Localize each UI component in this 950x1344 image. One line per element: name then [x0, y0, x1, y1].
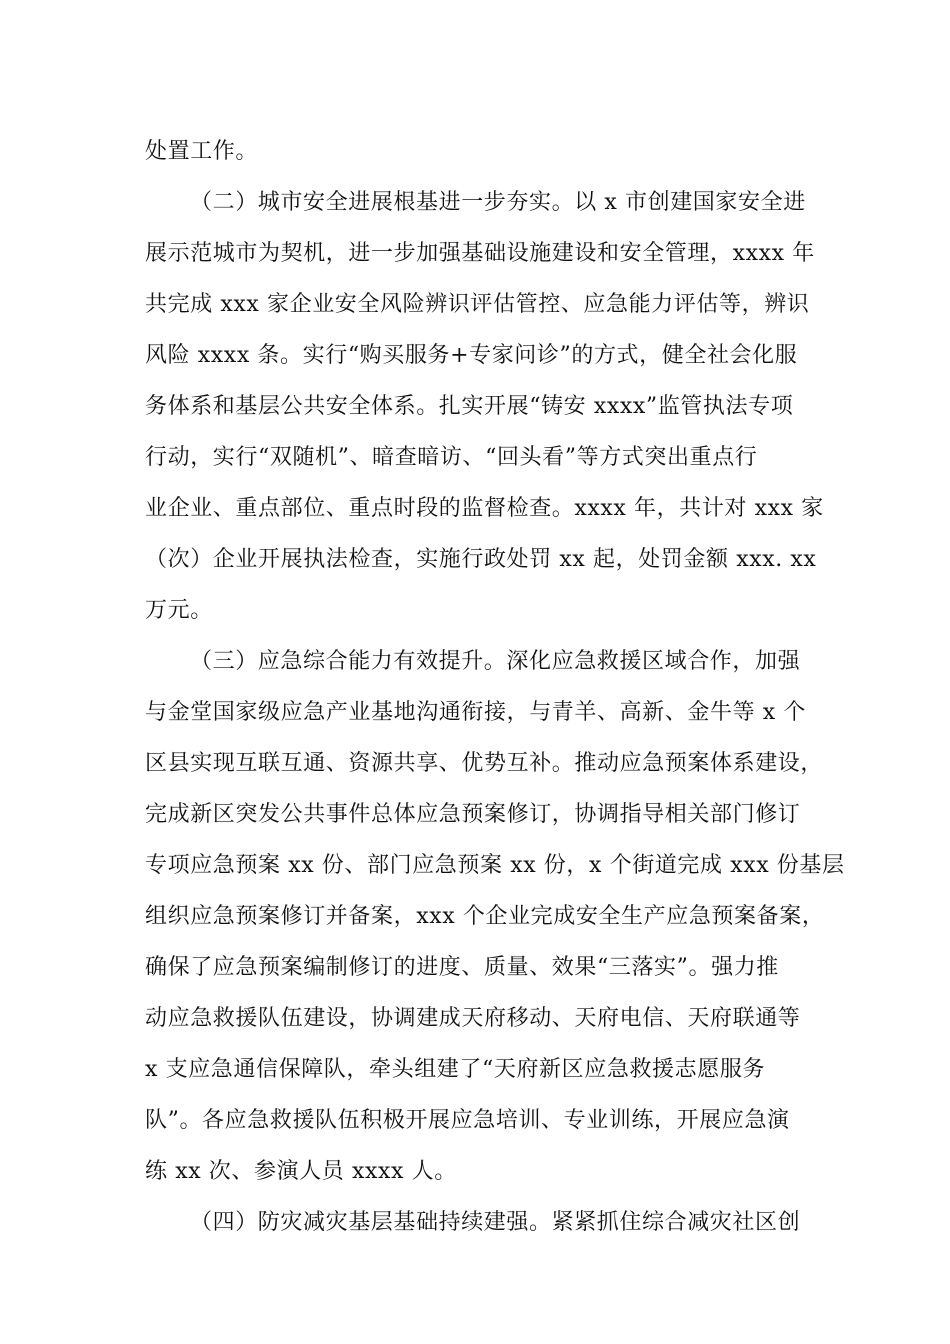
section-two-heading-line: （二）城市安全进展根基进一步夯实。以 x 市创建国家安全进: [190, 190, 806, 215]
text-line: 队”。各应急救援队伍积极开展应急培训、专业训练，开展应急演: [145, 1108, 790, 1133]
text-line: 行动，实行“双随机”、暗查暗访、“回头看”等方式突出重点行: [145, 445, 758, 470]
text-line: 专项应急预案 xx 份、部门应急预案 xx 份，x 个街道完成 xxx 份基层: [145, 853, 845, 878]
text-line: 确保了应急预案编制修订的进度、质量、效果“三落实”。强力推: [145, 955, 779, 980]
text-line: 处置工作。: [145, 139, 259, 164]
text-line: x 支应急通信保障队，牵头组建了“天府新区应急救援志愿服务: [145, 1057, 766, 1082]
text-line: 动应急救援队伍建设，协调建成天府移动、天府电信、天府联通等: [145, 1006, 801, 1031]
text-line: 万元。: [145, 598, 213, 623]
section-four-heading-line: （四）防灾减灾基层基础持续建强。紧紧抓住综合减灾社区创: [190, 1210, 801, 1235]
text-line: 展示范城市为契机，进一步加强基础设施建设和安全管理，xxxx 年: [145, 241, 815, 266]
text-line: （次）企业开展执法检查，实施行政处罚 xx 起，处罚金额 xxx. xx: [145, 547, 817, 572]
text-line: 业企业、重点部位、重点时段的监督检查。xxxx 年，共计对 xxx 家: [145, 496, 824, 521]
text-line: 区县实现互联互通、资源共享、优势互补。推动应急预案体系建设，: [145, 751, 824, 776]
text-line: 共完成 xxx 家企业安全风险辨识评估管控、应急能力评估等，辨识: [145, 292, 810, 317]
text-line: 风险 xxxx 条。实行“购买服务+专家问诊”的方式，健全社会化服: [145, 343, 798, 368]
text-line: 务体系和基层公共安全体系。扎实开展“铸安 xxxx”监管执法专项: [145, 394, 794, 419]
text-line: 练 xx 次、参演人员 xxxx 人。: [145, 1159, 457, 1184]
section-three-heading-line: （三）应急综合能力有效提升。深化应急救援区域合作，加强: [190, 649, 801, 674]
text-line: 组织应急预案修订并备案，xxx 个企业完成安全生产应急预案备案，: [145, 904, 825, 929]
text-line: 完成新区突发公共事件总体应急预案修订，协调指导相关部门修订: [145, 802, 801, 827]
text-line: 与金堂国家级应急产业基地沟通衔接，与青羊、高新、金牛等 x 个: [145, 700, 806, 725]
